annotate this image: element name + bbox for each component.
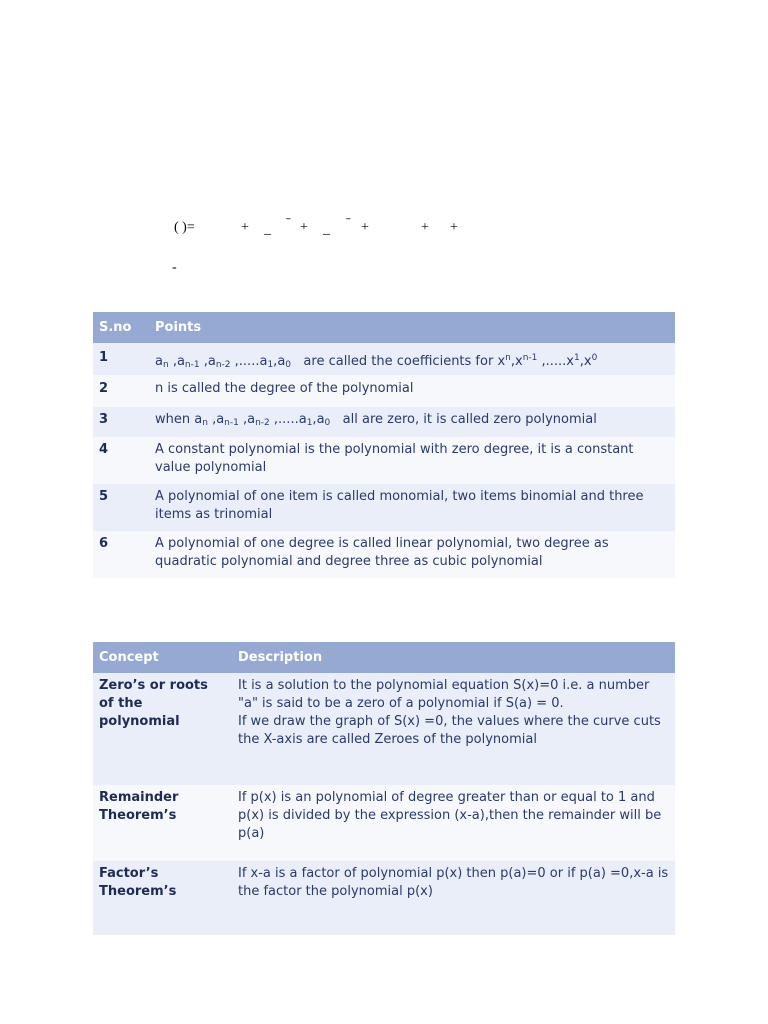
formula-second-line: - bbox=[172, 260, 177, 275]
table-row bbox=[93, 343, 675, 375]
concept-name: Factor’s Theorem’s bbox=[93, 861, 232, 935]
concept-description: If p(x) is an polynomial of degree greater than or equal to 1 and p(x) is divided by the expression (x-a),then the remainder will be p(a) bbox=[232, 785, 675, 861]
formula-token: + bbox=[361, 220, 369, 235]
table-row bbox=[93, 484, 675, 531]
formula-token: + bbox=[450, 220, 458, 235]
row-number: 2 bbox=[93, 375, 149, 407]
row-text: when $a_n$ $,a_{n-1}$ $,a_{n-2}$ $,.....a_1,a_0$ all are zero, it is called zero polynomial bbox=[149, 407, 675, 437]
formula-token: ˉ bbox=[346, 216, 351, 231]
row-number: 3 bbox=[93, 407, 149, 437]
table-row bbox=[93, 861, 675, 935]
formula-token: + bbox=[421, 220, 429, 235]
table-row bbox=[93, 437, 675, 484]
formula-token: _ bbox=[264, 222, 271, 237]
concept-description bbox=[232, 673, 675, 785]
table-row bbox=[93, 785, 675, 861]
row-text: $a_n$ $,a_{n-1}$ $,a_{n-2}$ $,.....a_1,a_0$ are called the coefficients for $x^n,x^{n-1}$ $,.....x^1,x^0$ bbox=[149, 343, 675, 375]
points-table-header bbox=[93, 312, 675, 343]
header-sno: S.no bbox=[93, 312, 149, 343]
row-text: A constant polynomial is the polynomial with zero degree, it is a constant value polynomial bbox=[149, 437, 675, 484]
row-text: A polynomial of one degree is called linear polynomial, two degree as quadratic polynomial and degree three as cubic polynomial bbox=[149, 531, 675, 578]
table-row bbox=[93, 375, 675, 407]
concept-table-header bbox=[93, 642, 675, 673]
header-concept: Concept bbox=[93, 642, 232, 673]
table-row bbox=[93, 531, 675, 578]
row-number: 6 bbox=[93, 531, 149, 578]
description-paragraph: It is a solution to the polynomial equation S(x)=0 i.e. a number "a" is said to be a zero of a polynomial if S(a) = 0. bbox=[238, 678, 650, 711]
description-paragraph: If we draw the graph of S(x) =0, the values where the curve cuts the X-axis are called Zeroes of the polynomial bbox=[238, 714, 661, 747]
row-text: n is called the degree of the polynomial bbox=[149, 375, 675, 407]
formula-token: ˉ bbox=[286, 216, 291, 231]
concept-description: If x-a is a factor of polynomial p(x) then p(a)=0 or if p(a) =0,x-a is the factor the polynomial p(x) bbox=[232, 861, 675, 935]
row-number: 4 bbox=[93, 437, 149, 484]
table-row bbox=[93, 407, 675, 437]
formula-token: + bbox=[300, 220, 308, 235]
formula-lhs: ( )= bbox=[174, 220, 195, 235]
concept-table bbox=[93, 642, 675, 935]
header-description: Description bbox=[232, 642, 675, 673]
formula-token: + bbox=[241, 220, 249, 235]
row-number: 5 bbox=[93, 484, 149, 531]
formula-token: _ bbox=[323, 222, 330, 237]
concept-name: Zero’s or roots of the polynomial bbox=[93, 673, 232, 785]
table-row bbox=[93, 673, 675, 785]
row-text: A polynomial of one item is called monomial, two items binomial and three items as trinomial bbox=[149, 484, 675, 531]
concept-name: Remainder Theorem’s bbox=[93, 785, 232, 861]
points-table bbox=[93, 312, 675, 578]
header-points: Points bbox=[149, 312, 675, 343]
formula-line bbox=[0, 0, 768, 300]
row-number: 1 bbox=[93, 343, 149, 375]
